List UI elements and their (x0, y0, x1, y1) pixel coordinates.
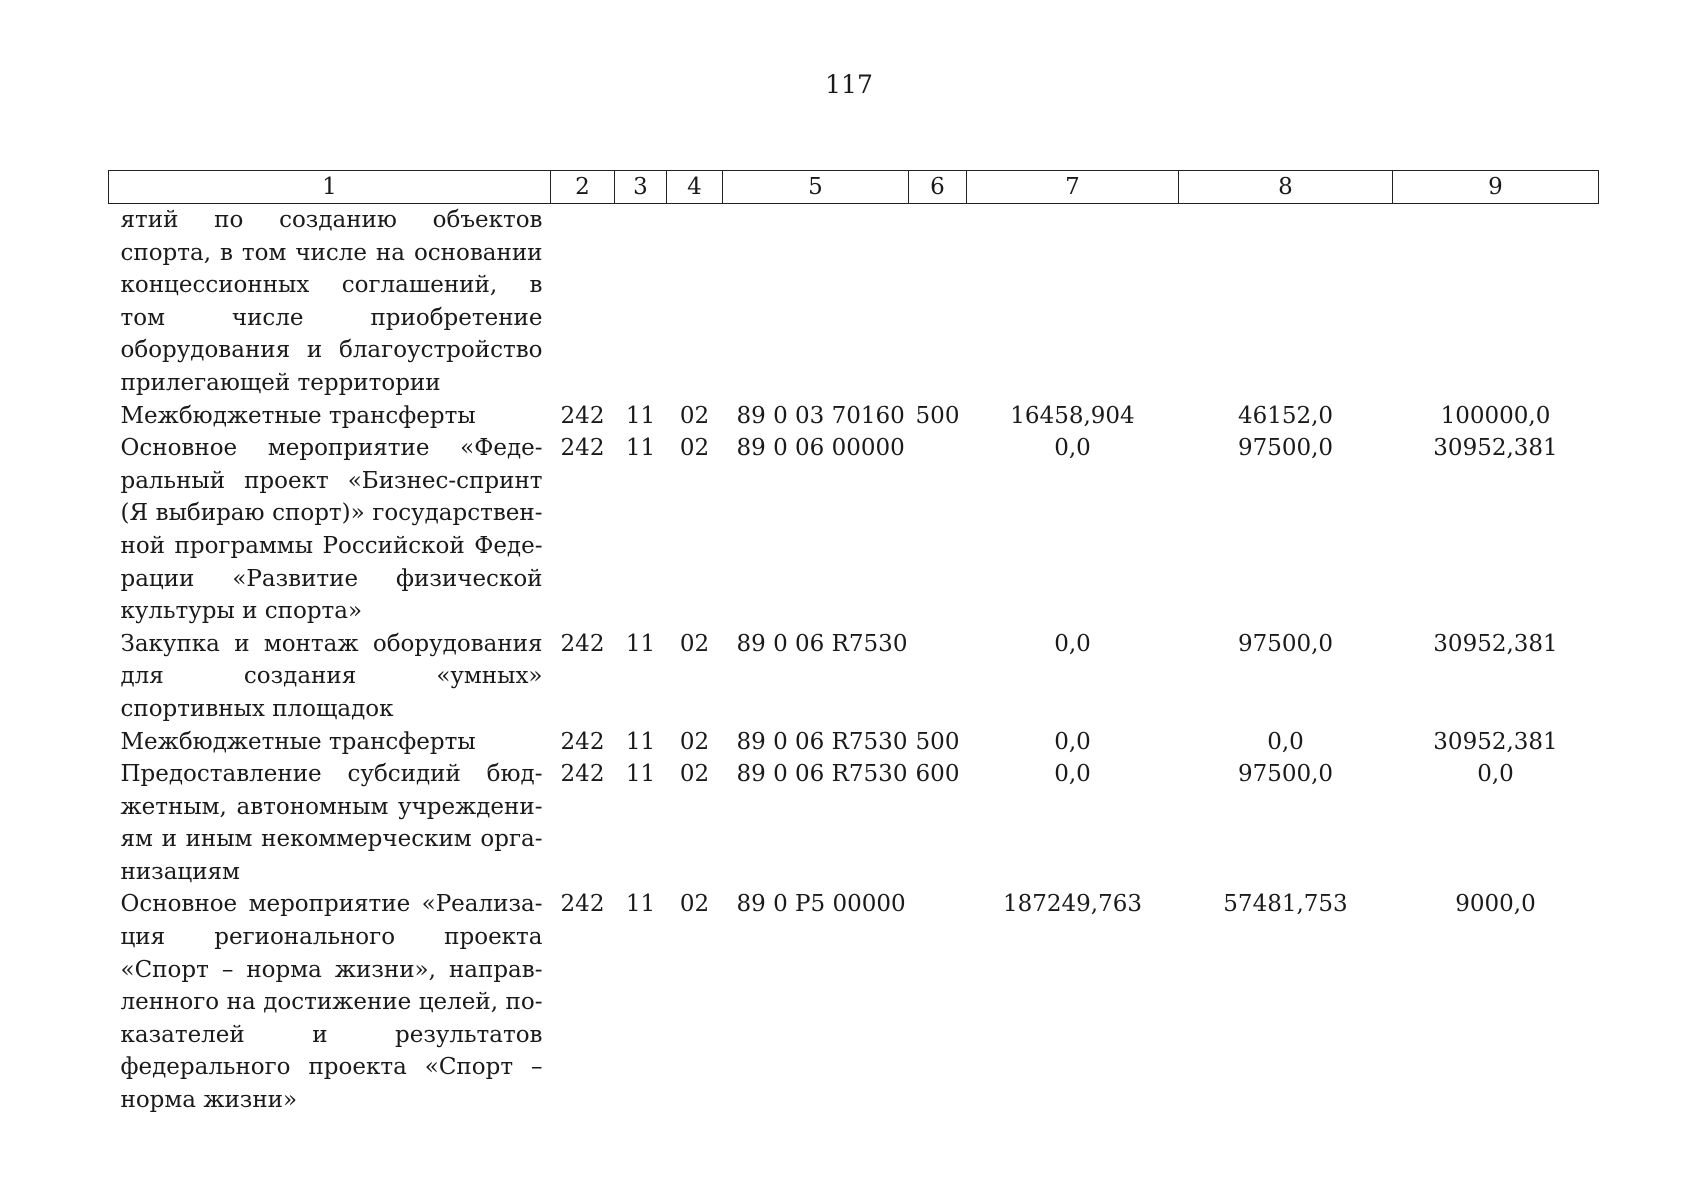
cell-c6 (909, 204, 967, 400)
cell-c8: 97500,0 (1237, 435, 1334, 462)
cell-c6: 500 (915, 402, 960, 429)
table-row (109, 204, 1599, 400)
column-header: 4 (667, 171, 723, 204)
column-header: 2 (551, 171, 615, 204)
column-header: 6 (909, 171, 967, 204)
cell-c3: 11 (625, 891, 656, 918)
cell-c5: 89 0 06 R7530 (736, 630, 908, 657)
cell-c3: 11 (625, 630, 656, 657)
cell-c3: 11 (625, 435, 656, 462)
cell-c5: 89 0 06 00000 (736, 435, 905, 462)
budget-table (108, 170, 1599, 1117)
table-header-row (109, 171, 1599, 204)
row-name: ятий по созданию объектов спорта, в том числе на основании концессионных соглашений, в том числе приобретение оборудования и благоустройство прилегающей территории (120, 207, 543, 396)
table-row (109, 432, 1599, 628)
cell-c2: 242 (560, 435, 605, 462)
table-row (109, 758, 1599, 888)
row-name: Основное мероприятие «Федеральный проект «Бизнес-спринт (Я выбираю спорт)» государственной программы Российской Федерации «Развитие физической культуры и спорта» (120, 435, 543, 625)
row-name: Закупка и монтаж оборудования для создания «умных» спортивных площадок (120, 630, 543, 722)
cell-c2: 242 (560, 728, 605, 755)
cell-c3: 11 (625, 728, 656, 755)
row-name: Предоставление субсидий бюджетным, автономным учреждениям и иным некоммерческим организациям (120, 761, 543, 885)
cell-c4: 02 (679, 402, 710, 429)
cell-c2 (551, 204, 615, 400)
cell-c9: 30952,381 (1433, 630, 1558, 657)
column-header: 8 (1179, 171, 1393, 204)
cell-c8: 46152,0 (1237, 402, 1334, 429)
cell-c7: 0,0 (1054, 761, 1091, 788)
cell-c6: 600 (915, 761, 960, 788)
cell-c4: 02 (679, 728, 710, 755)
cell-c7: 16458,904 (1010, 402, 1135, 429)
cell-c5: 89 0 03 70160 (736, 402, 905, 429)
column-header: 1 (109, 171, 551, 204)
column-header: 3 (615, 171, 667, 204)
cell-c4 (667, 204, 723, 400)
cell-c8: 97500,0 (1237, 630, 1334, 657)
cell-c7: 0,0 (1054, 728, 1091, 755)
cell-c4: 02 (679, 761, 710, 788)
table-row (109, 400, 1599, 433)
cell-c8: 97500,0 (1237, 761, 1334, 788)
cell-c7: 187249,763 (1002, 891, 1142, 918)
column-header: 9 (1393, 171, 1599, 204)
row-name: Межбюджетные трансферты (120, 402, 476, 429)
cell-c2: 242 (560, 761, 605, 788)
cell-c4: 02 (679, 630, 710, 657)
cell-c6 (909, 628, 967, 726)
cell-c9: 0,0 (1477, 761, 1514, 788)
column-header: 7 (967, 171, 1179, 204)
cell-c6 (909, 888, 967, 1116)
cell-c4: 02 (679, 891, 710, 918)
cell-c6 (909, 432, 967, 628)
cell-c3 (615, 204, 667, 400)
table-row (109, 726, 1599, 759)
cell-c9 (1393, 204, 1599, 400)
cell-c2: 242 (560, 630, 605, 657)
cell-c9: 30952,381 (1433, 728, 1558, 755)
row-name: Межбюджетные трансферты (120, 728, 476, 755)
cell-c9: 100000,0 (1440, 402, 1551, 429)
cell-c2: 242 (560, 891, 605, 918)
cell-c5: 89 0 06 R7530 (736, 761, 908, 788)
cell-c5 (723, 204, 909, 400)
cell-c8: 57481,753 (1223, 891, 1348, 918)
cell-c7: 0,0 (1054, 630, 1091, 657)
column-header: 5 (723, 171, 909, 204)
cell-c2: 242 (560, 402, 605, 429)
cell-c6: 500 (915, 728, 960, 755)
cell-c8 (1179, 204, 1393, 400)
table-row (109, 628, 1599, 726)
cell-c3: 11 (625, 402, 656, 429)
cell-c7 (967, 204, 1179, 400)
cell-c9: 30952,381 (1433, 435, 1558, 462)
page-number: 117 (825, 70, 873, 99)
row-name: Основное мероприятие «Реализация регионального проекта «Спорт – норма жизни», направленного на достижение целей, показателей и результатов федерального проекта «Спорт – норма жизни» (120, 891, 543, 1114)
cell-c3: 11 (625, 761, 656, 788)
cell-c8: 0,0 (1267, 728, 1304, 755)
cell-c5: 89 0 P5 00000 (736, 891, 906, 918)
cell-c7: 0,0 (1054, 435, 1091, 462)
cell-c4: 02 (679, 435, 710, 462)
cell-c9: 9000,0 (1455, 891, 1536, 918)
table-row (109, 888, 1599, 1116)
cell-c5: 89 0 06 R7530 (736, 728, 908, 755)
